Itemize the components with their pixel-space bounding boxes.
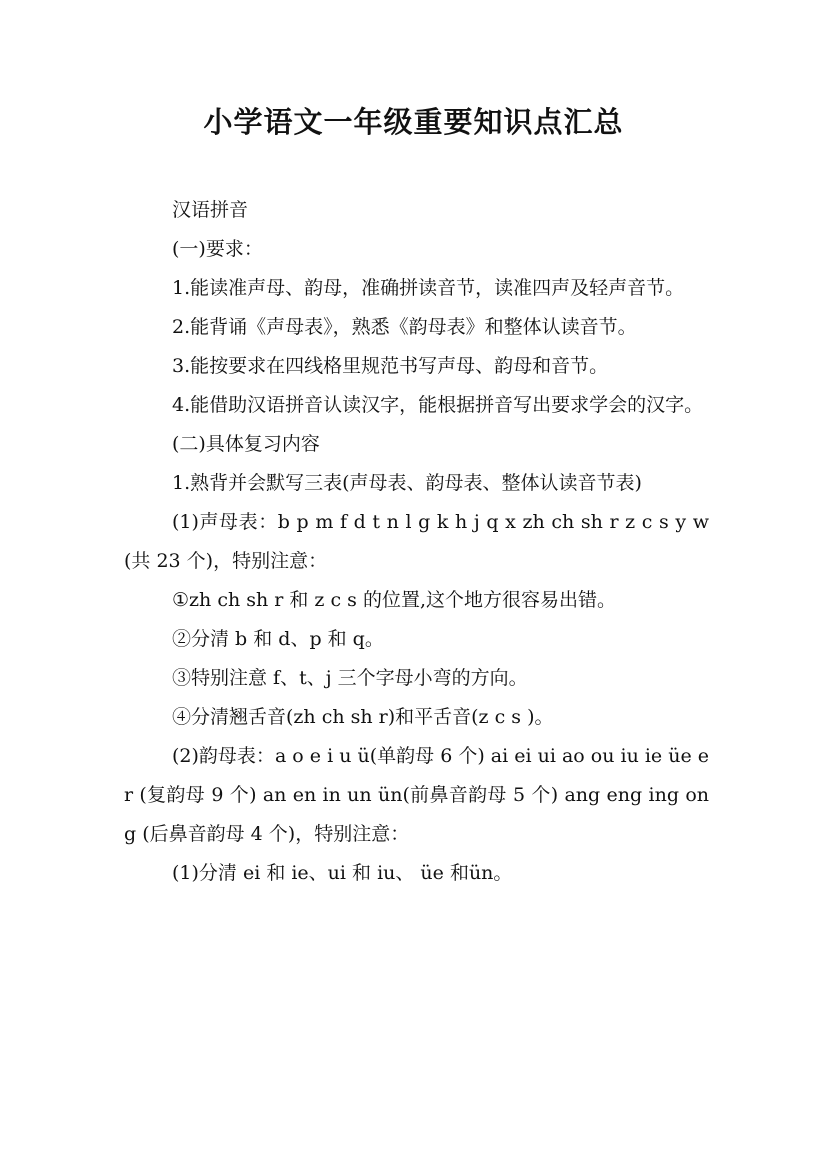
paragraph-initials-table: (1)声母表：b p m f d t n l g k h j q x zh ch sh r z c s y w (共 23 个)，特别注意：	[124, 511, 709, 572]
paragraph-note-4: ④分清翘舌音(zh ch sh r)和平舌音(z c s )。	[172, 706, 554, 728]
paragraph-requirement-3: 3.能按要求在四线格里规范书写声母、韵母和音节。	[172, 355, 609, 377]
paragraph-finals-table: (2)韵母表：a o e i u ü(单韵母 6 个) ai ei ui ao ou iu ie üe er (复韵母 9 个) an en in un ün(前鼻音韵母 5 个) ang eng ing ong (后鼻音韵母 4 个)，特别注意：	[124, 745, 709, 845]
paragraph-note-1: ①zh ch sh r 和 z c s 的位置,这个地方很容易出错。	[172, 589, 616, 611]
paragraph-note-2: ②分清 b 和 d、p 和 q。	[172, 628, 384, 650]
paragraph-review-heading: (二)具体复习内容	[172, 433, 320, 455]
paragraph-requirements-heading: (一)要求：	[172, 238, 263, 260]
paragraph-note-3: ③特别注意 f、t、j 三个字母小弯的方向。	[172, 667, 528, 689]
document-title: 小学语文一年级重要知识点汇总	[203, 105, 624, 139]
paragraph-requirement-1: 1.能读准声母、韵母，准确拼读音节，读准四声及轻声音节。	[172, 277, 685, 299]
paragraph-finals-note-1: (1)分清 ei 和 ie、ui 和 iu、 üe 和ün。	[172, 862, 513, 884]
paragraph-heading-pinyin: 汉语拼音	[172, 199, 249, 221]
paragraph-review-1: 1.熟背并会默写三表(声母表、韵母表、整体认读音节表)	[172, 472, 642, 494]
document-body	[124, 191, 709, 893]
paragraph-requirement-4: 4.能借助汉语拼音认读汉字，能根据拼音写出要求学会的汉字。	[172, 394, 704, 416]
paragraph-requirement-2: 2.能背诵《声母表》，熟悉《韵母表》和整体认读音节。	[172, 316, 637, 338]
